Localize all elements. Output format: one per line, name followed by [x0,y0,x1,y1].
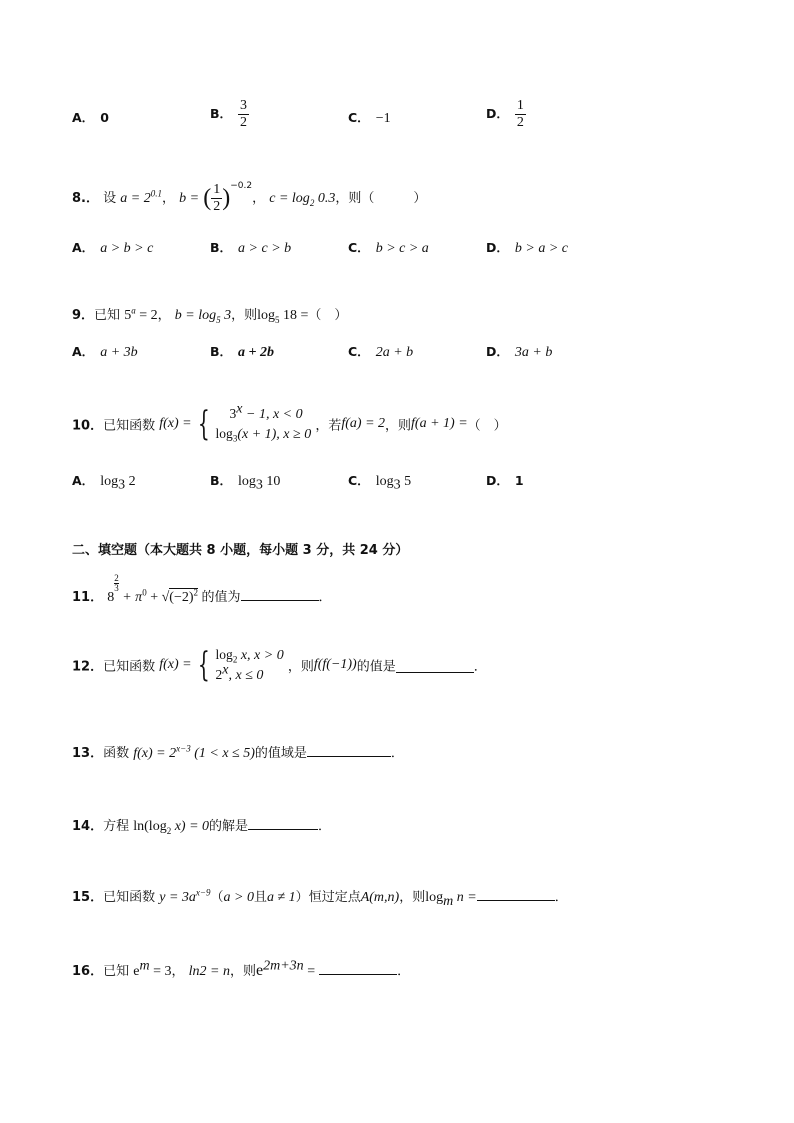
q7-option-c [348,108,391,127]
condition: a > 0 [223,890,254,905]
option-label: B． [210,344,233,359]
period: ． [318,590,332,605]
log-base: 3 [255,477,263,493]
question-text: 方程 [103,819,130,834]
question-text: 的解是 [209,819,249,834]
expr-text: − 1, x < 0 [242,407,303,422]
denominator: 2 [213,199,221,214]
option-value: a + 2b [238,345,275,360]
answer-blank[interactable] [477,886,555,901]
brace-symbol: { [197,645,210,685]
exponent: 0.1 [150,188,162,199]
function-label: f(x) = [159,657,192,672]
numerator: 3 [240,98,248,113]
condition-2: ln2 = n [188,964,230,979]
exponent: −0.2 [230,181,253,191]
expr-text: x) = 0 [171,819,210,834]
option-label: A． [72,240,95,255]
question-number: 11． [72,590,104,605]
expr-text: c = log [269,191,310,206]
option-label: C． [348,344,370,359]
log-arg: 18 = [279,308,309,323]
condition-2 [175,308,231,323]
separator: ， [171,964,185,979]
equation [133,819,209,834]
period: ． [390,746,404,761]
piecewise-cases [215,401,312,444]
question-text: ，则 [399,890,426,905]
q8-option-a [72,238,153,257]
expr-11 [107,573,201,605]
expr-c [269,191,335,206]
numerator: 1 [213,182,221,197]
log-arg: 5 [400,474,412,489]
question-11 [72,574,332,606]
condition-1 [133,958,172,979]
function-expr [159,887,211,905]
expr-text: 2 [215,667,223,682]
question-text: 已知 [103,964,130,979]
expr-text: e [256,962,264,979]
option-label: A． [72,473,95,488]
q7-option-a [72,108,109,126]
option-label: D． [486,106,509,121]
question-13 [72,742,404,762]
expr-text: ln(log [133,819,167,834]
expr-text: (x + 1), x ≥ 0 [237,427,312,442]
denominator: 3 [114,583,119,593]
question-number: 10． [72,418,104,434]
expr-text: log [425,890,444,905]
option-value: b > c > a [375,241,429,256]
brace-symbol: { [197,404,210,444]
function-label: f(x) = [159,416,192,431]
exponent: a [131,305,136,316]
option-value: 1 [514,473,524,488]
expr-text: = 3 [149,964,172,979]
condition: f(a) = 2 [341,416,386,431]
log-arg: 0.3 [314,191,336,206]
option-label: B． [210,473,233,488]
option-value: 0 [100,110,109,125]
option-value: log [100,474,119,489]
section-title: 二、填空题（本大题共 8 小题，每小题 3 分，共 24 分） [72,543,409,558]
log-base: 2 [166,825,172,836]
exponent: 2 [193,587,199,598]
question-number: 14． [72,819,104,834]
question-12 [72,645,487,685]
target-expr [425,890,477,909]
question-number: 8.． [72,191,99,206]
option-value: 2a + b [375,345,414,360]
question-number: 9． [72,308,95,323]
question-text: ，若 [315,418,342,434]
question-14 [72,815,331,835]
expr-text: y = 3a [159,890,196,905]
question-text: 已知函数 [103,659,156,675]
option-value: log [375,474,394,489]
question-tail: ，则（ ） [335,191,427,206]
question-number: 15． [72,890,104,905]
option-value: b > a > c [514,241,568,256]
expr-text: f(x) = 2 [133,746,177,761]
option-label: D． [486,240,509,255]
answer-blank[interactable] [319,960,397,975]
option-label: D． [486,344,509,359]
question-text: 设 [103,191,117,206]
question-text: 的值域是 [254,746,307,761]
q8-option-d [486,238,568,257]
question-number: 13． [72,746,104,761]
numerator: 1 [516,98,524,113]
question-tail: （ ） [308,308,348,323]
question-text: 的值为 [201,590,241,605]
question-text: 已知函数 [103,418,156,434]
separator: ， [157,308,171,323]
q8-option-b [210,238,291,257]
exponent: x [222,662,229,678]
expr-a [120,188,162,206]
expr-text: (−2) [169,590,194,605]
question-number: 12． [72,659,104,675]
q8-option-c [348,238,429,257]
option-label: D． [486,473,509,488]
question-15 [72,886,568,909]
period: ． [554,890,568,905]
separator: ， [252,191,266,206]
option-value: 3a + b [514,345,553,360]
question-text: ，则 [385,418,412,434]
question-text: ，则 [287,659,314,675]
case-2 [216,424,312,444]
question-text: 恒过定点 [308,890,361,905]
piecewise-cases [216,645,284,685]
log-base: 5 [216,314,221,325]
exponent: 0 [142,587,147,598]
function-expr [133,743,255,761]
q9-option-c [348,342,413,361]
option-value: log [238,474,256,489]
log-base: 3 [393,477,401,493]
paren-open: （ [210,890,224,905]
log-base: m [443,893,454,909]
log-arg: 3 [220,308,232,323]
exponent: x−9 [195,887,211,898]
log-base: 3 [118,477,126,493]
expr-text: e [133,964,140,979]
log-base: 3 [232,433,238,444]
log-arg: n = [453,890,477,905]
answer-blank[interactable] [396,658,474,673]
condition: a ≠ 1 [266,890,296,905]
separator: ， [161,191,175,206]
fraction [238,98,249,131]
question-10 [72,401,507,444]
q7-option-d [486,98,526,131]
paren-left: ( [203,185,212,211]
fraction [211,182,222,215]
expr-text: log [215,426,233,441]
log-base: 2 [309,197,315,208]
question-text: ，则 [230,964,257,979]
exponent: x [236,401,243,417]
log-base: 5 [275,314,280,325]
q9-option-a [72,342,138,361]
question-9 [72,304,347,324]
expr-text: 3 [229,406,237,421]
conjunction: 且 [253,890,267,905]
q7-option-b [210,98,249,131]
sqrt-body [169,588,198,605]
target-expr: f(a + 1) = [411,416,468,431]
case-2 [215,662,284,685]
option-label: A． [72,344,95,359]
log-base: 2 [232,654,238,665]
denominator: 2 [240,115,248,130]
option-label: C． [348,473,370,488]
period: ． [473,659,487,675]
option-label: B． [210,106,233,121]
point: A(m,n) [360,890,400,905]
expr-text: = [303,964,316,979]
question-text: 函数 [103,746,130,761]
option-label: B． [210,240,233,255]
denominator: 2 [516,115,524,130]
question-tail: （ ） [467,418,507,434]
period: ． [397,964,411,979]
paren-close: ） [295,890,309,905]
expr-text: x, x > 0 [237,648,284,663]
q10-option-a [72,471,136,493]
expr-text: , x ≤ 0 [228,668,264,683]
option-value: a > c > b [238,241,292,256]
option-label: A． [72,110,95,125]
target-expr [257,308,308,323]
q9-option-d [486,342,552,361]
question-text: ，则 [231,308,258,323]
expr-text: = 2 [135,308,158,323]
q10-option-c [348,471,412,493]
question-number: 16． [72,964,104,979]
case-1 [216,401,312,424]
base: 5 [124,308,132,323]
question-text: 已知函数 [103,890,156,905]
answer-blank[interactable] [241,586,319,601]
expr-text: b = log [174,308,217,323]
numerator: 2 [114,573,119,583]
period: ． [318,819,332,834]
expr-text: log [257,308,276,323]
exponent: m [139,958,150,974]
paren-right: ) [222,185,231,211]
option-value: −1 [375,111,391,126]
answer-blank[interactable] [307,742,391,757]
sqrt-symbol: √ [161,590,170,605]
q10-option-d [486,471,524,489]
question-text: 的值是 [356,659,396,675]
question-text: 已知 [94,308,121,323]
answer-blank[interactable] [248,815,318,830]
target-expr: f(f(−1)) [313,657,357,672]
expr-text: + π [118,590,143,605]
exponent: 2m+3n [263,958,304,974]
expr-b-label: b = [179,191,200,206]
q10-option-b [210,471,281,493]
condition-1 [124,305,158,323]
option-label: C． [348,240,370,255]
exponent: x−3 [176,743,191,754]
expr-text: log [215,647,233,662]
expr-text: + [146,590,162,605]
target-expr [256,958,316,979]
log-arg: 2 [125,474,136,489]
fraction [515,98,526,131]
domain: (1 < x ≤ 5) [190,746,255,761]
question-8 [72,182,426,215]
log-arg: 10 [262,474,281,489]
option-value: a + 3b [100,345,138,360]
question-16 [72,960,410,980]
q9-option-b [210,342,274,361]
base: 8 [107,590,115,605]
expr-text: a = 2 [120,191,151,206]
option-label: C． [348,110,370,125]
option-value: a > b > c [100,241,154,256]
